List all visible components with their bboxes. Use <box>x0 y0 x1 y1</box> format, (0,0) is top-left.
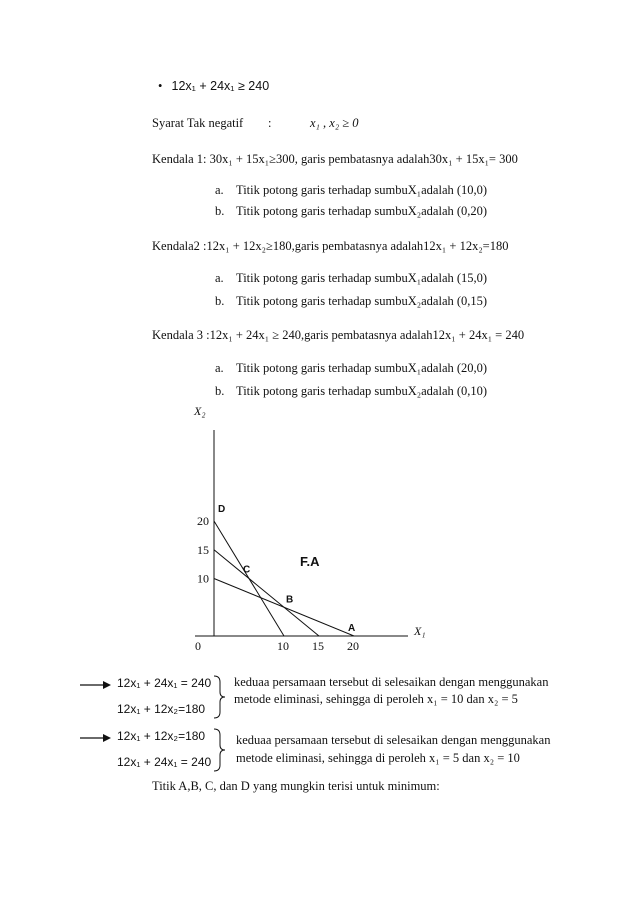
nonneg-colon: : <box>268 116 272 130</box>
constraint-1-item-a: Titik potong garis terhadap sumbuX₁adalah (10,0) <box>236 183 488 197</box>
system-2-eq-1: 12x₁ + 12x₂=180 <box>117 729 206 743</box>
constraint-2-item-a-marker: a. <box>215 271 224 285</box>
bullet-expression: 12x₁ + 24x₁ ≥ 240 <box>171 79 270 93</box>
x-tick-label: 15 <box>312 639 324 653</box>
region-label: F.A <box>300 554 320 569</box>
x-axis-label: X₁ <box>414 624 426 638</box>
x-tick-label: 10 <box>277 639 289 653</box>
constraint-3-item-a-marker: a. <box>215 361 224 375</box>
brace-icon <box>214 676 225 718</box>
x-tick-label: 0 <box>195 639 201 653</box>
point-label-a: A <box>348 623 356 634</box>
constraint-3-item-b-marker: b. <box>215 384 225 398</box>
constraint-1-item-b: Titik potong garis terhadap sumbuX₂adalah (0,20) <box>236 204 488 218</box>
arrow-icon <box>80 681 111 689</box>
point-label-d: D <box>218 504 226 515</box>
constraint-2-item-b-marker: b. <box>215 294 225 308</box>
y-tick-label: 15 <box>197 542 209 557</box>
system-2-eq-2: 12x₁ + 24x₁ = 240 <box>117 755 212 769</box>
constraint-1-item-b-marker: b. <box>215 204 225 218</box>
point-label-b: B <box>286 594 294 606</box>
brace-icon <box>214 729 225 771</box>
system-1-eq-1: 12x₁ + 24x₁ = 240 <box>117 676 212 690</box>
constraint-2-item-b: Titik potong garis terhadap sumbuX₂adalah (0,15) <box>236 294 488 308</box>
point-label-c: C <box>243 564 251 576</box>
nonneg-expression: x₁ , x₂ ≥ 0 <box>310 116 359 130</box>
system-1-eq-2: 12x₁ + 12x₂=180 <box>117 702 206 716</box>
x-tick-label: 20 <box>347 639 359 653</box>
arrow-icon <box>80 734 111 742</box>
constraint-1-item-a-marker: a. <box>215 183 224 197</box>
bullet: • <box>158 79 163 93</box>
y-tick-label: 20 <box>197 514 209 528</box>
constraint-3-item-b: Titik potong garis terhadap sumbuX₂adalah (0,10) <box>236 384 488 398</box>
nonneg-label: Syarat Tak negatif <box>152 116 244 130</box>
constraint-1-heading: Kendala 1: 30x₁ + 15x₁≥300, garis pembatasnya adalah30x₁ + 15x₁= 300 <box>152 152 518 166</box>
constraint-2-item-a: Titik potong garis terhadap sumbuX₁adalah (15,0) <box>236 271 488 285</box>
constraint-2-heading: Kendala2 :12x₁ + 12x₂≥180,garis pembatasnya adalah12x₁ + 12x₂=180 <box>152 239 509 253</box>
system-2-line-1: keduaa persamaan tersebut di selesaikan dengan menggunakan <box>236 733 551 747</box>
constraint-3-item-a: Titik potong garis terhadap sumbuX₁adalah (20,0) <box>236 361 488 375</box>
constraint-3-heading: Kendala 3 :12x₁ + 24x₁ ≥ 240,garis pembatasnya adalah12x₁ + 24x₁ = 240 <box>152 328 525 342</box>
closing-text: Titik A,B, C, dan D yang mungkin terisi untuk minimum: <box>152 779 440 793</box>
y-axis-label: X₂ <box>194 404 206 418</box>
system-1-line-2: metode eliminasi, sehingga di peroleh x₁ = 10 dan x₂ = 5 <box>234 692 518 706</box>
y-tick-label: 10 <box>197 571 209 586</box>
system-2-line-2: metode eliminasi, sehingga di peroleh x₁ = 5 dan x₂ = 10 <box>236 751 520 765</box>
system-1-line-1: keduaa persamaan tersebut di selesaikan dengan menggunakan <box>234 675 549 689</box>
